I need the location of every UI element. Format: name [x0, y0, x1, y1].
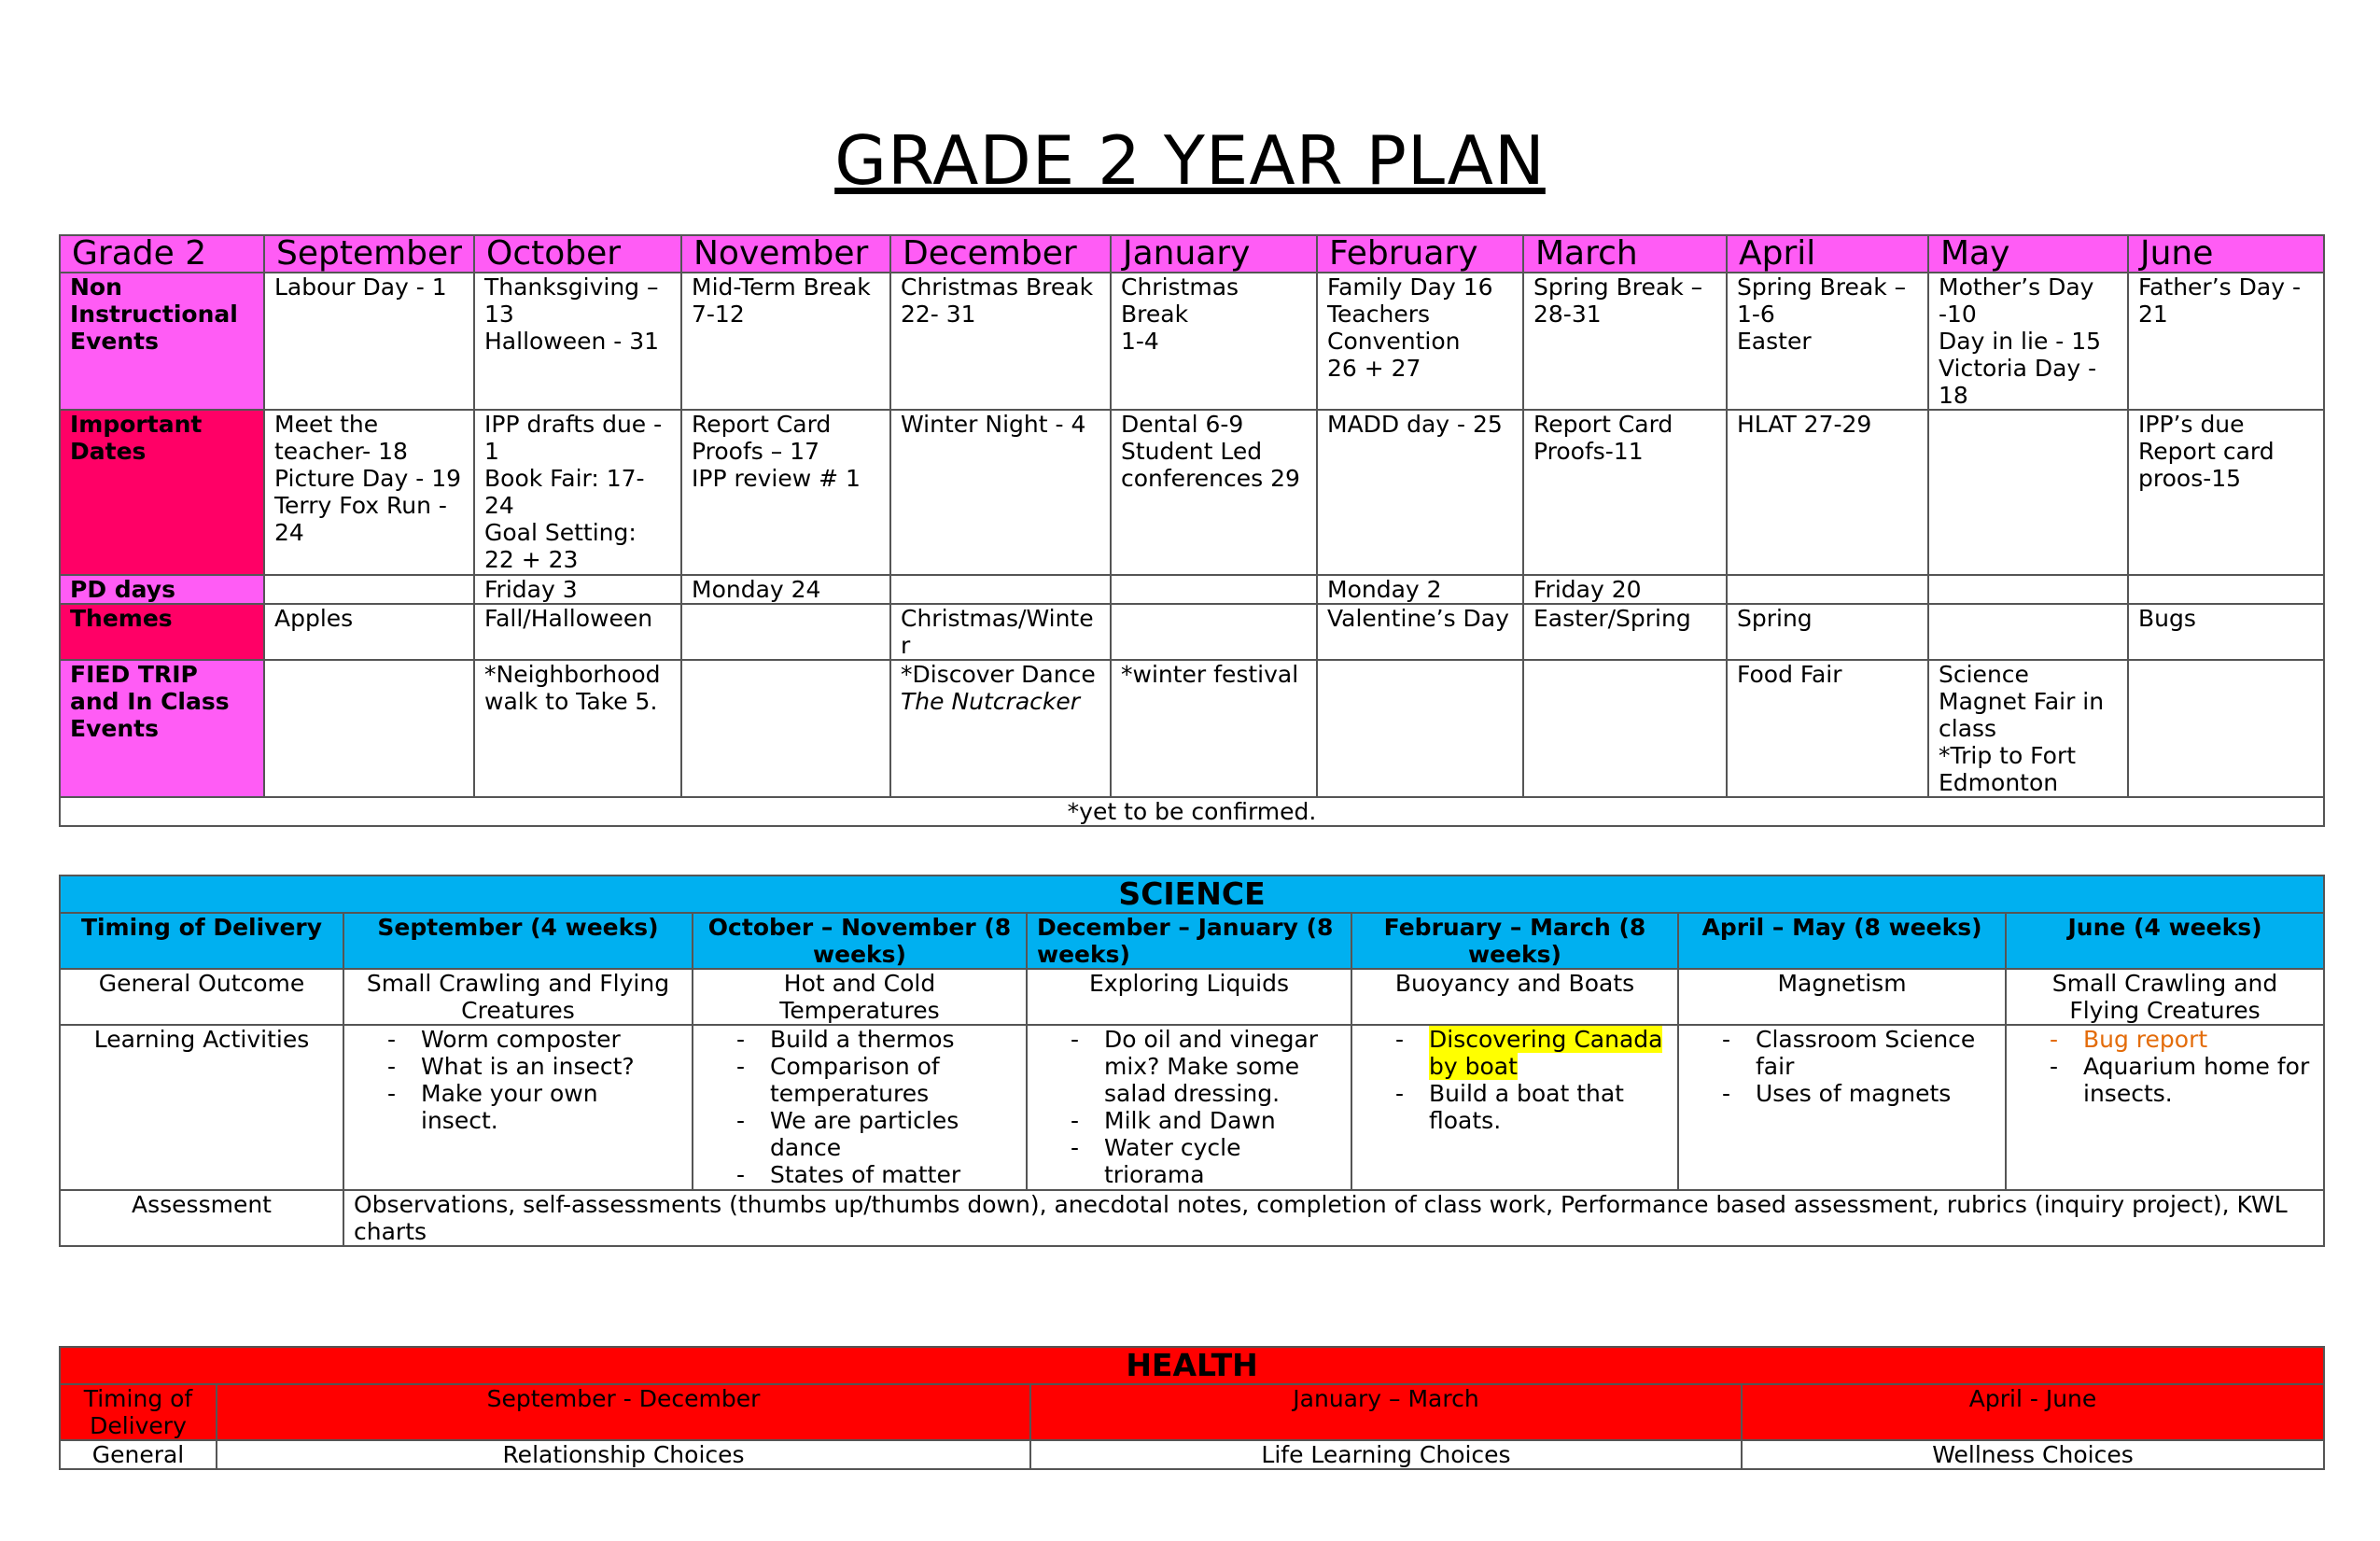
row-label: Themes: [60, 604, 264, 660]
month-header: May: [1928, 235, 2128, 273]
pd-days-row: [60, 575, 2324, 604]
plan-cell: Friday 3: [474, 575, 681, 604]
plan-cell: Christmas Break 22- 31: [890, 273, 1111, 410]
plan-cell: [1928, 604, 2128, 660]
plan-cell: Christmas Break 1-4: [1111, 273, 1317, 410]
non-instructional-row: [60, 273, 2324, 410]
row-label: Non Instructional Events: [60, 273, 264, 410]
plan-cell: Valentine’s Day: [1317, 604, 1523, 660]
month-header: March: [1523, 235, 1727, 273]
activity-item-highlighted: [1395, 1026, 1668, 1080]
plan-cell: [2128, 575, 2324, 604]
general-outcome-row: [60, 969, 2324, 1025]
plan-cell: Science Magnet Fair in class *Trip to Fort Edmonton: [1928, 660, 2128, 797]
plan-cell: [1317, 660, 1523, 797]
activity-item: - Build a thermos: [736, 1026, 1016, 1053]
row-label: General: [60, 1440, 217, 1469]
activity-item: - Worm composter: [387, 1026, 682, 1053]
outcome-cell: Buoyancy and Boats: [1351, 969, 1678, 1025]
activity-item: - Water cycle triorama: [1071, 1134, 1341, 1188]
science-header-row: [60, 913, 2324, 969]
outcome-cell: Exploring Liquids: [1027, 969, 1351, 1025]
month-header: November: [681, 235, 890, 273]
health-general-row: [60, 1440, 2324, 1469]
plan-cell: Labour Day - 1: [264, 273, 474, 410]
month-header-row: [60, 235, 2324, 273]
health-title-row: [60, 1347, 2324, 1384]
month-header: September: [264, 235, 474, 273]
plan-cell: [1928, 575, 2128, 604]
row-label: FIED TRIP and In Class Events: [60, 660, 264, 797]
activities-cell: [1351, 1025, 1678, 1190]
general-cell: Wellness Choices: [1742, 1440, 2324, 1469]
learning-activities-row: [60, 1025, 2324, 1190]
plan-cell: [1727, 575, 1928, 604]
plan-cell: *winter festival: [1111, 660, 1317, 797]
plan-cell: [681, 660, 890, 797]
plan-cell: Monday 24: [681, 575, 890, 604]
assessment-row: [60, 1190, 2324, 1246]
plan-cell: [681, 604, 890, 660]
science-header: April – May (8 weeks): [1678, 913, 2006, 969]
activities-cell: [2006, 1025, 2324, 1190]
activities-cell: [1027, 1025, 1351, 1190]
row-label: Important Dates: [60, 410, 264, 575]
activities-cell: [343, 1025, 693, 1190]
health-table: [59, 1346, 2325, 1470]
science-title-row: [60, 876, 2324, 913]
activity-item: - Classroom Science fair: [1722, 1026, 1995, 1080]
science-header: Timing of Delivery: [60, 913, 343, 969]
period-header: April - June: [1742, 1384, 2324, 1440]
general-cell: Life Learning Choices: [1030, 1440, 1742, 1469]
plan-cell: [2128, 660, 2324, 797]
themes-row: [60, 604, 2324, 660]
note-row: [60, 797, 2324, 826]
plan-cell: Winter Night - 4: [890, 410, 1111, 575]
plan-cell: Food Fair: [1727, 660, 1928, 797]
period-header: January – March: [1030, 1384, 1742, 1440]
activity-item-orange: - Bug report: [2050, 1026, 2314, 1053]
plan-cell: Friday 20: [1523, 575, 1727, 604]
confirmation-note: *yet to be confirmed.: [60, 797, 2324, 826]
science-header: October – November (8 weeks): [693, 913, 1027, 969]
month-header: June: [2128, 235, 2324, 273]
plan-cell: Report Card Proofs – 17 IPP review # 1: [681, 410, 890, 575]
activity-item: - Uses of magnets: [1722, 1080, 1995, 1107]
plan-cell: IPP’s due Report card proos-15: [2128, 410, 2324, 575]
assessment-text: Observations, self-assessments (thumbs up/thumbs down), anecdotal notes, completion of class work, Performance based assessment, rubrics (inquiry project), KWL charts: [343, 1190, 2324, 1246]
activity-list: [1037, 1026, 1341, 1188]
plan-cell: MADD day - 25: [1317, 410, 1523, 575]
page-title: GRADE 2 YEAR PLAN: [834, 121, 1546, 200]
activity-list: [1688, 1026, 1995, 1107]
plan-cell: Meet the teacher- 18 Picture Day - 19 Terry Fox Run - 24: [264, 410, 474, 575]
science-title: SCIENCE: [60, 876, 2324, 913]
plan-cell: [890, 575, 1111, 604]
trip-subtitle: The Nutcracker: [901, 688, 1081, 715]
row-label: Timing of Delivery: [60, 1384, 217, 1440]
month-header: February: [1317, 235, 1523, 273]
plan-cell: Thanksgiving – 13 Halloween - 31: [474, 273, 681, 410]
row-label: PD days: [60, 575, 264, 604]
plan-cell: IPP drafts due - 1 Book Fair: 17-24 Goal Setting: 22 + 23: [474, 410, 681, 575]
activity-item: - What is an insect?: [387, 1053, 682, 1080]
plan-cell: [264, 660, 474, 797]
plan-cell-december-trip: [890, 660, 1111, 797]
field-trip-row: [60, 660, 2324, 797]
science-table: [59, 875, 2325, 1247]
plan-cell: Dental 6-9 Student Led conferences 29: [1111, 410, 1317, 575]
plan-cell: Easter/Spring: [1523, 604, 1727, 660]
activity-list: [1362, 1026, 1668, 1134]
activity-item: - Do oil and vinegar mix? Make some salad dressing.: [1071, 1026, 1341, 1107]
science-header: June (4 weeks): [2006, 913, 2324, 969]
outcome-cell: Hot and Cold Temperatures: [693, 969, 1027, 1025]
activity-item: - Make your own insect.: [387, 1080, 682, 1134]
period-header: September - December: [217, 1384, 1030, 1440]
month-header: December: [890, 235, 1111, 273]
important-dates-row: [60, 410, 2324, 575]
plan-cell: Spring Break – 1-6 Easter: [1727, 273, 1928, 410]
plan-cell: Family Day 16 Teachers Convention 26 + 27: [1317, 273, 1523, 410]
plan-cell: [1928, 410, 2128, 575]
highlighted-text: Discovering Canada by boat: [1429, 1026, 1663, 1080]
science-header: December – January (8 weeks): [1027, 913, 1351, 969]
health-timing-row: [60, 1384, 2324, 1440]
month-header: October: [474, 235, 681, 273]
trip-text: *Discover Dance: [901, 661, 1096, 688]
plan-cell: [1523, 660, 1727, 797]
plan-cell: Apples: [264, 604, 474, 660]
activity-item: - Aquarium home for insects.: [2050, 1053, 2314, 1107]
plan-cell: Report Card Proofs-11: [1523, 410, 1727, 575]
health-title: HEALTH: [60, 1347, 2324, 1384]
plan-cell: Bugs: [2128, 604, 2324, 660]
outcome-cell: Small Crawling and Flying Creatures: [343, 969, 693, 1025]
activity-list: [703, 1026, 1016, 1188]
plan-cell: Fall/Halloween: [474, 604, 681, 660]
plan-cell: Monday 2: [1317, 575, 1523, 604]
row-label: Learning Activities: [60, 1025, 343, 1190]
row-label: Assessment: [60, 1190, 343, 1246]
activities-cell: [693, 1025, 1027, 1190]
activity-list: [354, 1026, 682, 1134]
plan-cell: HLAT 27-29: [1727, 410, 1928, 575]
science-header: February – March (8 weeks): [1351, 913, 1678, 969]
activity-item: - States of matter: [736, 1161, 1016, 1188]
activity-item: - Milk and Dawn: [1071, 1107, 1341, 1134]
row-label: General Outcome: [60, 969, 343, 1025]
activity-item: - Comparison of temperatures: [736, 1053, 1016, 1107]
plan-cell: [1111, 575, 1317, 604]
plan-cell: Mid-Term Break 7-12: [681, 273, 890, 410]
activity-list: [2016, 1026, 2314, 1107]
science-header: September (4 weeks): [343, 913, 693, 969]
year-plan-table: [59, 234, 2325, 827]
activity-item: - We are particles dance: [736, 1107, 1016, 1161]
outcome-cell: Small Crawling and Flying Creatures: [2006, 969, 2324, 1025]
plan-cell: Spring Break – 28-31: [1523, 273, 1727, 410]
activity-item: - Build a boat that floats.: [1395, 1080, 1668, 1134]
outcome-cell: Magnetism: [1678, 969, 2006, 1025]
plan-cell: *Neighborhood walk to Take 5.: [474, 660, 681, 797]
plan-cell: Christmas/Winter: [890, 604, 1111, 660]
general-cell: Relationship Choices: [217, 1440, 1030, 1469]
activities-cell: [1678, 1025, 2006, 1190]
plan-cell: [264, 575, 474, 604]
plan-cell: Spring: [1727, 604, 1928, 660]
plan-cell: Father’s Day - 21: [2128, 273, 2324, 410]
month-header: January: [1111, 235, 1317, 273]
month-header: April: [1727, 235, 1928, 273]
grade-corner-cell: Grade 2: [60, 235, 264, 273]
plan-cell: [1111, 604, 1317, 660]
plan-cell: Mother’s Day -10 Day in lie - 15 Victoria Day - 18: [1928, 273, 2128, 410]
